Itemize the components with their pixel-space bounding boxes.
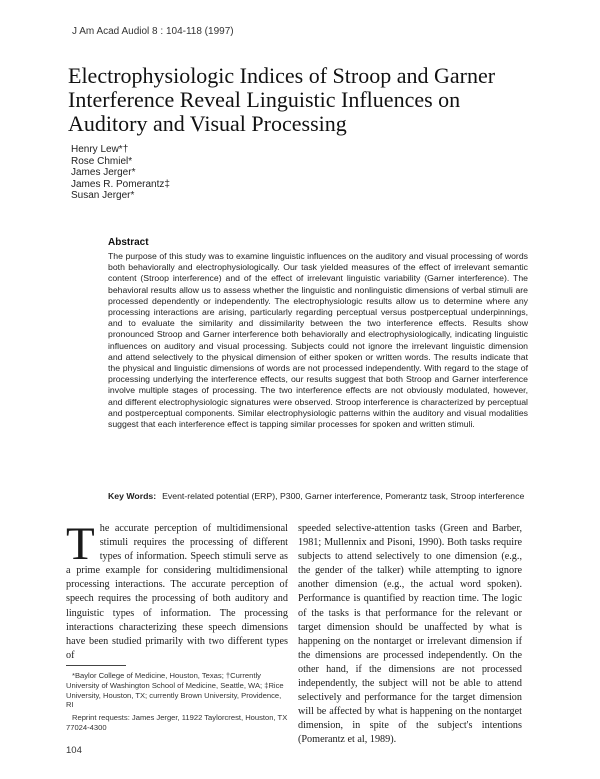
author-name: Susan Jerger*	[71, 190, 135, 201]
keywords	[108, 491, 528, 502]
abstract-heading: Abstract	[108, 237, 149, 248]
author-name: James R. Pomerantz‡	[71, 178, 170, 190]
author-name: Rose Chmiel*	[71, 155, 133, 167]
abstract-text: The purpose of this study was to examine linguistic influences on the auditory and visual processing of words both behaviorally and electrophysiologically. Our task yielded measures of the effect of irrelevant semantic content (Stroop interference) and of the effect of irrelevant linguistic variability (Garner interference). The behavioral results allow us to assess whether the linguistic and nonlinguistic dimensions of verbal stimuli are processed dependently or independently. The electrophysiologic results allow us to determine where any processing interactions are arising, particularly regarding perceptual versus postperceptual underpinnings, and to evaluate the similarity and dissimilarity between the two interference effects. Results show pronounced Stroop and Garner interference both behaviorally and electrophysiologically, indicating linguistic influences on auditory and visual processing. Subjects could not ignore the irrelevant linguistic dimension and attend selectively to the physical dimension of either spoken or written words. The results indicate that the physical and linguistic dimensions of words are not processed independently. With regard to the stage of processing underlying the interference effects, our results suggest that both Stroop and Garner interference involve multiple stages of processing. The two interference effects are not obviously modulated, however, and different electrophysiologic signatures were observed. Stroop interference is characterized by perceptual and postperceptual components. Similar electrophysiologic patterns within the auditory and visual modalities suggest that each interference effect is tapping similar processes for spoken and written stimuli.	[108, 251, 528, 430]
author-name: James Jerger*	[71, 167, 136, 178]
body-column-left	[66, 518, 288, 663]
page-number: 104	[66, 745, 82, 756]
footnotes	[66, 671, 288, 736]
body-column-right: speeded selective-attention tasks (Green and Barber, 1981; Mullennix and Pisoni, 1990). Both tasks require subjects to attend selectively to one dimension (e.g., the gender of the talker) while attempting to ignore another dimension (e.g., the actual word spoken). Performance is quantified by reaction time. The logic of the tasks is that performance for the relevant or target dimension should be unaffected by what is happening on the nontarget or irrelevant dimension if the dimensions are processed independently. On the other hand, if the dimensions are not processed independently, the subject will not be able to attend selectively and performance for the target dimension will be affected by what is happening on the nontarget dimension, in spite of the subject's intentions (Pomerantz et al, 1989).	[298, 523, 522, 746]
article-title: Electrophysiologic Indices of Stroop and Garner Interference Reveal Linguistic Influences on Auditory and Visual Processing	[68, 63, 496, 136]
body-text-left: he accurate perception of multidimensional stimuli requires the processing of different types of information. Speech stimuli serve as a prime example for considering multidimensional processing interactions. The accurate perception of speech requires the processing of both auditory and linguistic types of information. The processing interactions characterizing these speech dimensions have been studied primarily with two different types of	[66, 523, 288, 661]
keywords-label: Key Words:	[108, 491, 157, 501]
footnote-affiliations: *Baylor College of Medicine, Houston, Texas; †Currently University of Washington School of Medicine, Seattle, WA; ‡Rice University, Houston, TX; currently Brown University, Providence, RI	[66, 671, 284, 710]
keywords-text: Event-related potential (ERP), P300, Garner interference, Pomerantz task, Stroop interference	[162, 491, 525, 501]
journal-citation: J Am Acad Audiol 8 : 104-118 (1997)	[72, 26, 234, 37]
author-list	[71, 144, 170, 202]
author-name: Henry Lew*†	[71, 144, 129, 155]
drop-cap: T	[66, 518, 95, 570]
footnote-divider	[66, 665, 126, 666]
footnote-reprint: Reprint requests: James Jerger, 11922 Taylorcrest, Houston, TX 77024-4300	[66, 713, 288, 732]
